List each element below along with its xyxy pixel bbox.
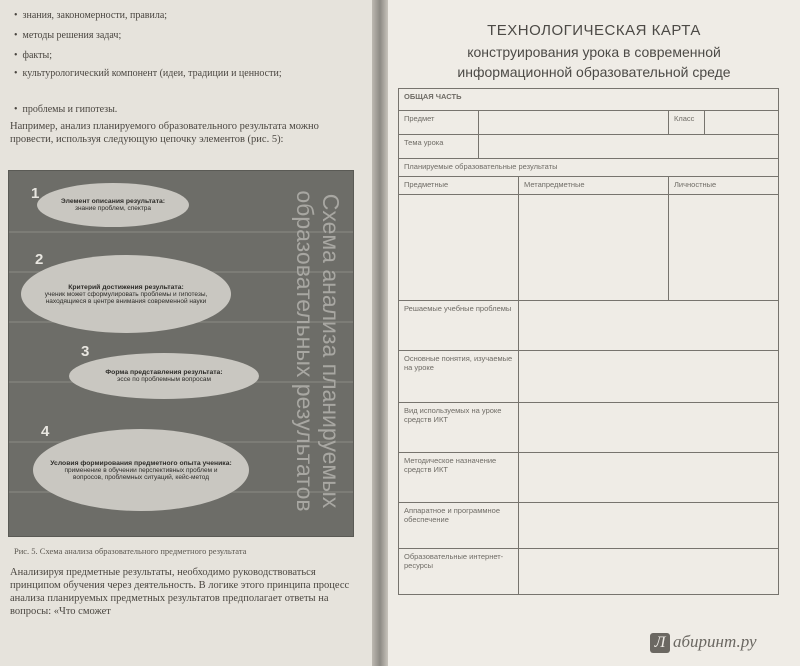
card-title: ТЕХНОЛОГИЧЕСКАЯ КАРТА: [487, 22, 701, 39]
row-cell: [519, 549, 779, 595]
figure-analysis-scheme: [8, 170, 354, 537]
bullet-item: • культурологический компонент (идеи, традиции и ценности;: [14, 68, 282, 79]
row-label: Основные понятия, изучаемые на уроке: [399, 351, 519, 403]
class-label: Класс: [669, 111, 705, 135]
step-ellipse: [37, 183, 189, 227]
column-header: Личностные: [669, 177, 779, 195]
step-ellipse: [33, 429, 249, 511]
row-label: Решаемые учебные проблемы: [399, 301, 519, 351]
class-cell: [705, 111, 779, 135]
column-header: Метапредметные: [519, 177, 669, 195]
paragraph: Анализируя предметные результаты, необходимо руководствоваться принципом обучения через деятельность. В логике этого принципа процесс анализа планируемых предметных результатов предполагает ответы на вопросы: «Что сможет: [10, 567, 350, 617]
step-heading: Форма представления результата:: [105, 369, 223, 376]
bullet-item: • методы решения задач;: [14, 30, 121, 41]
row-cell: [519, 301, 779, 351]
row-cell: [519, 351, 779, 403]
logo-text: абиринт.ру: [673, 632, 757, 651]
row-cell: [519, 503, 779, 549]
figure-vertical-title: Схема анализа планируемых образовательных результатов: [292, 190, 344, 512]
step-number: 3: [81, 343, 90, 360]
watermark-logo: [650, 632, 757, 653]
step-number: 2: [35, 251, 44, 268]
right-book-page: [388, 0, 800, 666]
row-label: Вид используемых на уроке средств ИКТ: [399, 403, 519, 453]
row-label: Образовательные интернет-ресурсы: [399, 549, 519, 595]
results-cell: [669, 195, 779, 301]
step-text: ученик может сформулировать проблемы и гипотезы, находящиеся в центре внимания современной науки: [44, 290, 208, 305]
subject-label: Предмет: [399, 111, 479, 135]
technological-card-table: [398, 88, 779, 595]
row-label: Методическое назначение средств ИКТ: [399, 453, 519, 503]
results-cell: [399, 195, 519, 301]
card-subtitle: информационной образовательной среде: [457, 64, 731, 80]
row-cell: [519, 453, 779, 503]
logo-icon: Л: [650, 633, 670, 653]
step-number: 4: [41, 423, 50, 440]
step-text: применение в обучении перспективных проблем и вопросов, проблемных ситуаций, кейс-метод: [64, 466, 218, 481]
paragraph: Например, анализ планируемого образовательного результата можно провести, используя следующую цепочку элементов (рис. 5):: [10, 121, 319, 145]
step-text: эссе по проблемным вопросам: [117, 376, 211, 383]
step-text: знание проблем, спектра: [74, 205, 151, 212]
planned-results-header: Планируемые образовательные результаты: [399, 159, 779, 177]
step-heading: Элемент описания результата:: [60, 198, 166, 205]
figure-caption: Рис. 5. Схема анализа образовательного предметного результата: [14, 546, 247, 556]
subject-cell: [479, 111, 669, 135]
column-header: Предметные: [399, 177, 519, 195]
row-cell: [519, 403, 779, 453]
step-ellipse: [69, 353, 259, 399]
bullet-item: • проблемы и гипотезы.: [14, 104, 117, 115]
book-spine: [372, 0, 388, 666]
topic-label: Тема урока: [399, 135, 479, 159]
row-label: Аппаратное и программное обеспечение: [399, 503, 519, 549]
step-ellipse: [21, 255, 231, 333]
bullet-item: • знания, закономерности, правила;: [14, 10, 167, 21]
step-heading: Условия формирования предметного опыта ученика:: [50, 459, 232, 467]
step-heading: Критерий достижения результата:: [68, 283, 184, 291]
general-part-header: ОБЩАЯ ЧАСТЬ: [399, 89, 779, 111]
left-book-page: [0, 0, 372, 666]
card-subtitle: конструирования урока в современной: [467, 44, 721, 60]
results-cell: [519, 195, 669, 301]
bullet-item: • факты;: [14, 50, 52, 61]
step-number: 1: [31, 185, 40, 202]
topic-cell: [479, 135, 779, 159]
